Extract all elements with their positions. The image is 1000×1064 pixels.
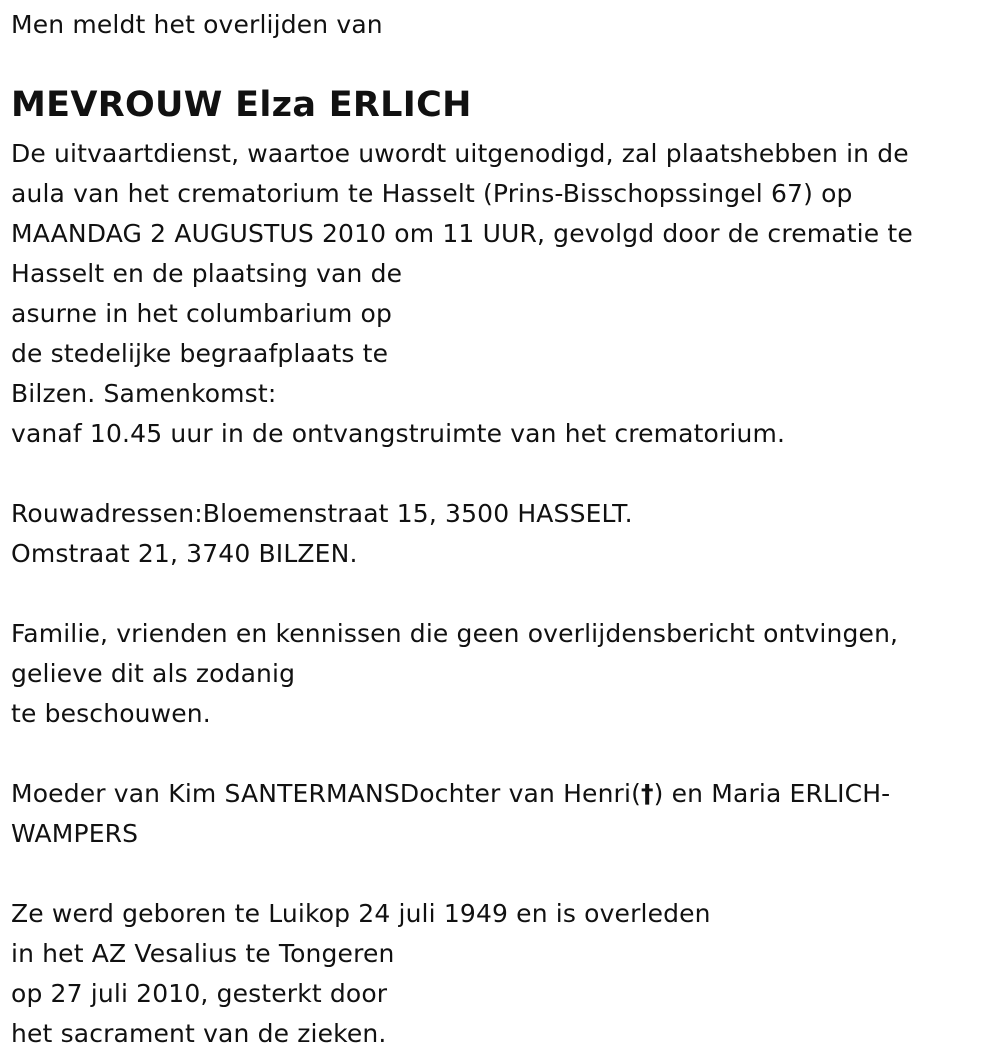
service-line: de stedelijke begraafplaats te [11,339,389,368]
birth-line: het sacrament van de zieken. [11,1019,387,1048]
service-line: De uitvaartdienst, waartoe uwordt uitgenodigd, zal plaatshebben in de [11,139,909,168]
service-line: MAANDAG 2 AUGUSTUS 2010 om 11 UUR, gevolgd door de crematie te [11,219,913,248]
service-line: vanaf 10.45 uur in de ontvangstruimte van het crematorium. [11,419,786,448]
birth-line: op 27 juli 2010, gesterkt door [11,979,388,1008]
service-line: Bilzen. Samenkomst: [11,379,277,408]
address-line: Rouwadressen:Bloemenstraat 15, 3500 HASSELT. [11,499,633,528]
intro-text: Men meldt het overlijden van [11,10,383,39]
birth-line: in het AZ Vesalius te Tongeren [11,939,395,968]
birth-paragraph [11,894,711,1054]
relation-text-after: ) en Maria ERLICH- [653,779,891,808]
service-paragraph [11,134,913,454]
addresses-paragraph [11,494,633,574]
service-line: asurne in het columbarium op [11,299,393,328]
relation-line [11,774,890,814]
family-line: te beschouwen. [11,699,211,728]
cross-icon: † [641,779,654,808]
relation-text-before: Moeder van Kim SANTERMANSDochter van Henri( [11,779,641,808]
birth-line: Ze werd geboren te Luikop 24 juli 1949 en is overleden [11,899,711,928]
family-line: Familie, vrienden en kennissen die geen overlijdensbericht ontvingen, [11,619,899,648]
service-line: aula van het crematorium te Hasselt (Prins-Bisschopssingel 67) op [11,179,853,208]
relation-line: WAMPERS [11,819,139,848]
service-line: Hasselt en de plaatsing van de [11,259,403,288]
family-line: gelieve dit als zodanig [11,659,296,688]
relation-paragraph [11,774,890,854]
deceased-name: MEVROUW Elza ERLICH [11,85,472,125]
address-line: Omstraat 21, 3740 BILZEN. [11,539,358,568]
family-paragraph [11,614,898,734]
